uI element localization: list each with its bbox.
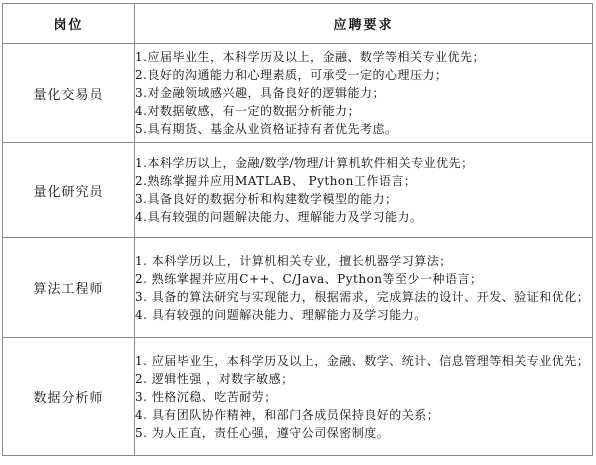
position-cell: 量化交易员 — [3, 44, 135, 143]
requirement-item: 4. 具有较强的问题解决能力、理解能力及学习能力。 — [135, 307, 427, 322]
requirement-item: 3. 具备的算法研究与实现能力，根据需求，完成算法的设计、开发、验证和优化； — [135, 289, 590, 304]
requirement-item: 2.熟练掌握并应用MATLAB、 Python工作语言； — [135, 174, 417, 188]
requirements-cell — [135, 143, 593, 238]
requirement-item: 3.具备良好的数据分析和构建数学模型的能力； — [135, 192, 398, 206]
requirement-item: 2. 熟练掌握并应用C++、C/Java、Python等至少一种语言； — [135, 271, 483, 286]
position-cell: 数据分析师 — [3, 338, 135, 456]
header-position: 岗位 — [3, 4, 135, 44]
requirement-item: 2.良好的沟通能力和心理素质，可承受一定的心理压力； — [135, 68, 448, 82]
requirement-item: 4.对数据敏感，有一定的数据分析能力； — [135, 104, 360, 118]
requirement-item: 4. 具有团队协作精神，和部门各成员保持良好的关系； — [135, 407, 440, 422]
requirement-item: 5.具有期货、基金从业资格证持有者优先考虑。 — [135, 122, 398, 136]
requirement-item: 1.应届毕业生，本科学历及以上，金融、数学等相关专业优先； — [135, 50, 485, 64]
job-requirements-table — [2, 3, 593, 456]
table-header-row — [3, 4, 593, 44]
table-row — [3, 143, 593, 238]
requirement-item: 4.具有较强的问题解决能力、理解能力及学习能力。 — [135, 210, 423, 224]
requirements-cell — [135, 44, 593, 143]
requirement-item: 1. 应届毕业生，本科学历及以上，金融、数学、统计、信息管理等相关专业优先； — [135, 353, 590, 368]
table-row — [3, 238, 593, 338]
header-requirements: 应聘要求 — [135, 4, 593, 44]
requirements-cell — [135, 338, 593, 456]
position-cell: 算法工程师 — [3, 238, 135, 338]
requirements-cell — [135, 238, 593, 338]
position-cell: 量化研究员 — [3, 143, 135, 238]
requirement-item: 3. 性格沉稳、吃苦耐劳； — [135, 389, 277, 404]
table-row — [3, 338, 593, 456]
requirement-item: 1. 本科学历以上，计算机相关专业，擅长机器学习算法； — [135, 253, 452, 268]
requirement-item: 3.对金融领域感兴趣，具备良好的逻辑能力； — [135, 86, 385, 100]
job-requirements-table-container — [2, 3, 593, 461]
requirement-item: 1.本科学历以上，金融/数学/物理/计算机软件相关专业优先； — [135, 156, 474, 170]
requirement-item: 2. 逻辑性强 ，对数字敏感； — [135, 371, 294, 386]
requirement-item: 5. 为人正直，责任心强，遵守公司保密制度。 — [135, 425, 390, 440]
table-row — [3, 44, 593, 143]
